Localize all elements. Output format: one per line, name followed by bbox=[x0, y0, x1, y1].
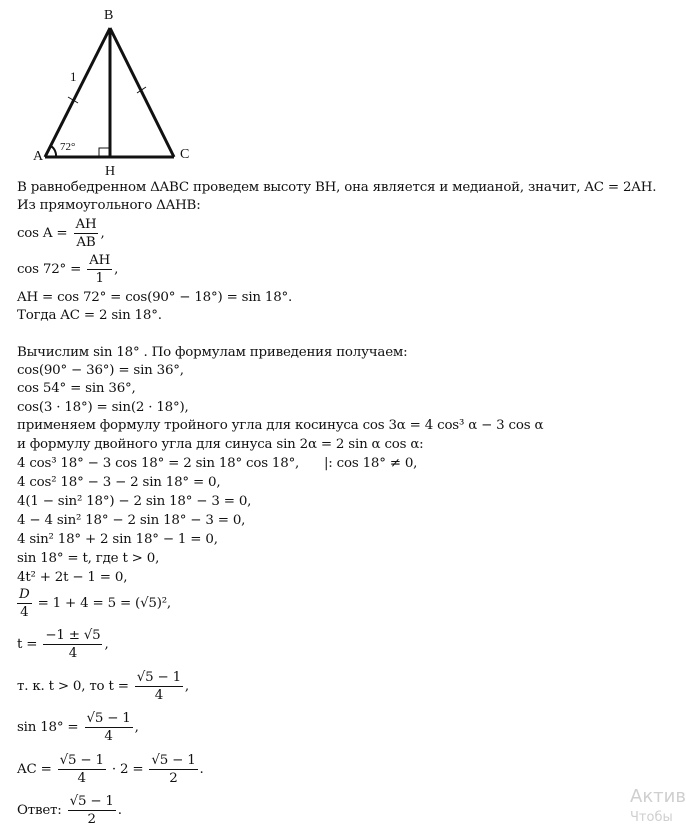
line-25-answer: Ответ: $\frac{√5 - 1}{2}$ . bbox=[17, 794, 122, 827]
denominator: AB bbox=[76, 235, 96, 250]
line-10: cos(3 · 18°) = sin(2 · 18°), bbox=[17, 400, 189, 415]
triangle-figure bbox=[0, 0, 220, 179]
line-13 bbox=[17, 455, 418, 473]
side-bc bbox=[110, 28, 174, 157]
line-4-lhs: cos 72° = bbox=[17, 262, 82, 277]
fraction-ah-1 bbox=[87, 252, 112, 287]
line-19: 4t² + 2t − 1 = 0, bbox=[17, 570, 128, 585]
line-23: sin 18° = $\frac{√5 - 1}{4}$ , bbox=[17, 711, 139, 744]
line-3-lhs: cos A = bbox=[17, 226, 68, 241]
line-22-lhs: т. к. t > 0, то t = bbox=[17, 679, 129, 694]
line-1: В равнобедренном ΔABC проведем высоту BH, она является и медианой, значит, AC = 2AH. bbox=[17, 180, 657, 195]
answer-label: Ответ: bbox=[17, 803, 62, 818]
line-24-lhs: AC = bbox=[17, 762, 52, 777]
numerator: AH bbox=[89, 253, 111, 268]
label-b: B bbox=[104, 8, 114, 23]
line-21-lhs: t = bbox=[17, 637, 38, 652]
numerator: √5 − 1 bbox=[69, 794, 114, 809]
line-20-rhs: = 1 + 4 = 5 = (√5)², bbox=[37, 596, 171, 611]
line-3: cos A = $\frac{AH}{AB}$ , bbox=[17, 217, 105, 250]
numerator: AH bbox=[75, 217, 97, 232]
side-ab bbox=[45, 28, 110, 157]
line-24: AC = $\frac{√5 - 1}{4}$ · 2 = $\frac{√5 - 1}{2}$ . bbox=[17, 753, 204, 786]
numerator: −1 ± √5 bbox=[45, 628, 101, 643]
line-2: Из прямоугольного ΔAHB: bbox=[17, 198, 201, 213]
line-9: cos 54° = sin 36°, bbox=[17, 381, 136, 396]
line-15: 4(1 − sin² 18°) − 2 sin 18° − 3 = 0, bbox=[17, 494, 252, 509]
line-20 bbox=[17, 586, 171, 621]
line-12 bbox=[17, 436, 424, 454]
line-24-mid: · 2 = bbox=[111, 762, 144, 777]
fraction-answer bbox=[68, 793, 116, 828]
numerator: √5 − 1 bbox=[151, 753, 196, 768]
line-6: Тогда AC = 2 sin 18°. bbox=[17, 308, 162, 323]
line-13-note: |: cos 18° ≠ 0, bbox=[324, 456, 418, 471]
line-16: 4 − 4 sin² 18° − 2 sin 18° − 3 = 0, bbox=[17, 513, 246, 528]
fraction-roots bbox=[43, 627, 102, 662]
denominator: 4 bbox=[154, 688, 164, 703]
line-12-text: и формулу двойного угла для синуса bbox=[17, 437, 273, 452]
line-11-text: применяем формулу тройного угла для косинуса bbox=[17, 418, 359, 433]
angle-label-72: 72° bbox=[60, 141, 76, 153]
line-7: Вычислим sin 18° . По формулам приведения получаем: bbox=[17, 345, 408, 360]
line-8: cos(90° − 36°) = sin 36°, bbox=[17, 363, 184, 378]
denominator: 4 bbox=[68, 646, 78, 661]
side-label-1: 1 bbox=[70, 69, 77, 84]
line-13-eq: 4 cos³ 18° − 3 cos 18° = 2 sin 18° cos 18°, bbox=[17, 456, 300, 471]
watermark-activate-line2: Чтобы bbox=[630, 810, 673, 825]
line-14: 4 cos² 18° − 3 − 2 sin 18° = 0, bbox=[17, 475, 221, 490]
line-21: t = $\frac{-1 \pm √5}{4}$ , bbox=[17, 628, 109, 661]
numerator: √5 − 1 bbox=[59, 753, 104, 768]
fraction-ac-2 bbox=[149, 752, 197, 787]
label-h: H bbox=[105, 164, 116, 179]
numerator: D bbox=[19, 587, 30, 602]
fraction-ac-1 bbox=[58, 752, 106, 787]
denominator: 2 bbox=[87, 812, 96, 827]
denominator: 4 bbox=[77, 771, 86, 786]
denominator: 4 bbox=[20, 605, 29, 620]
numerator: √5 − 1 bbox=[136, 670, 181, 685]
denominator: 4 bbox=[104, 729, 113, 744]
triple-angle-formula: cos 3α = 4 cos³ α − 3 cos α bbox=[362, 418, 544, 433]
line-5: AH = cos 72° = cos(90° − 18°) = sin 18°. bbox=[17, 290, 293, 305]
line-23-lhs: sin 18° = bbox=[17, 720, 79, 735]
double-angle-formula: sin 2α = 2 sin α cos α: bbox=[276, 437, 424, 452]
label-a: A bbox=[33, 149, 44, 164]
line-18: sin 18° = t, где t > 0, bbox=[17, 551, 160, 566]
fraction-t bbox=[135, 669, 183, 704]
fraction-d-4 bbox=[17, 586, 32, 621]
fraction-sin18 bbox=[85, 710, 133, 745]
line-22: т. к. t > 0, то t = $\frac{√5 - 1}{4}$ , bbox=[17, 670, 189, 703]
line-17: 4 sin² 18° + 2 sin 18° − 1 = 0, bbox=[17, 532, 218, 547]
denominator: 1 bbox=[95, 271, 104, 286]
numerator: √5 − 1 bbox=[86, 711, 131, 726]
denominator: 2 bbox=[169, 771, 178, 786]
label-c: C bbox=[180, 147, 190, 162]
line-11 bbox=[17, 417, 543, 435]
fraction-ah-ab bbox=[74, 216, 99, 251]
angle-arc-a bbox=[51, 146, 56, 157]
line-4: cos 72° = $\frac{AH}{1}$ , bbox=[17, 253, 119, 286]
watermark-activate-line1: Актив bbox=[630, 786, 686, 807]
